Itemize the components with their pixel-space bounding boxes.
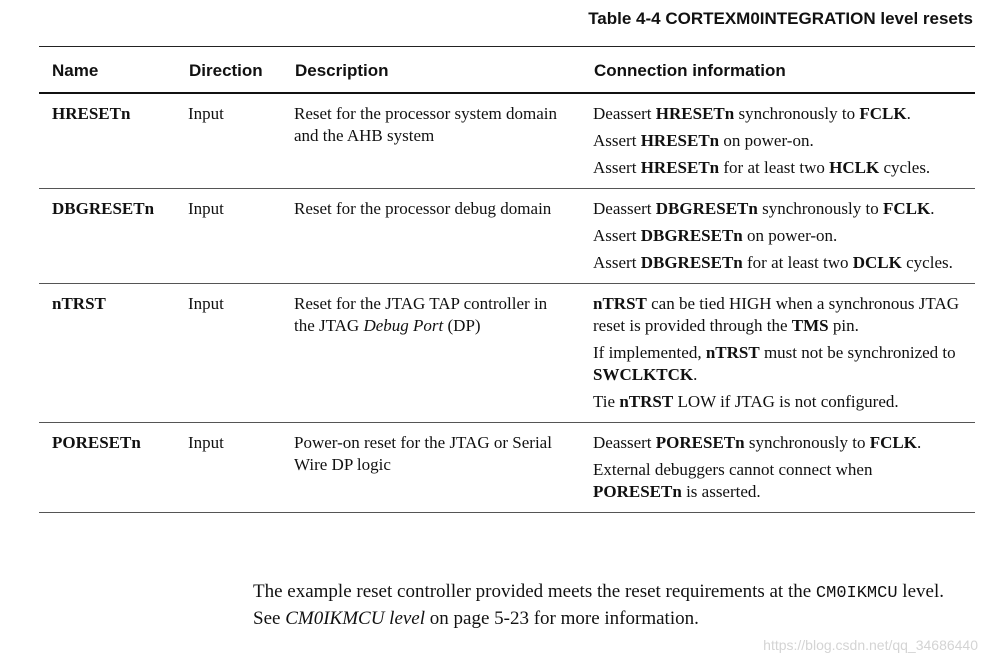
connection-text: External debuggers cannot connect when bbox=[593, 460, 873, 479]
signal-ref: DBGRESETn bbox=[640, 226, 743, 245]
footer-text: level. See bbox=[253, 581, 944, 629]
connection-text: Assert bbox=[593, 226, 641, 245]
connection-text: If implemented, bbox=[593, 343, 706, 362]
signal-ref: HRESETn bbox=[655, 104, 735, 123]
signal-direction: Input bbox=[188, 104, 224, 123]
connection-information bbox=[581, 189, 975, 284]
table-row bbox=[39, 93, 975, 189]
footer-text: The example reset controller provided meets the reset requirements at the bbox=[253, 581, 816, 602]
signal-ref: HRESETn bbox=[640, 158, 720, 177]
header-direction: Direction bbox=[189, 61, 263, 80]
connection-text: Deassert bbox=[593, 199, 656, 218]
connection-text: Assert bbox=[593, 131, 641, 150]
table-caption: Table 4-4 CORTEXM0INTEGRATION level resets bbox=[588, 9, 973, 28]
connection-line bbox=[593, 157, 965, 179]
signal-ref: DCLK bbox=[852, 253, 902, 272]
signal-ref: HCLK bbox=[829, 158, 880, 177]
signal-ref: DBGRESETn bbox=[640, 253, 743, 272]
header-connection-information: Connection information bbox=[594, 61, 786, 80]
connection-line bbox=[593, 293, 965, 337]
connection-text: cycles. bbox=[901, 253, 953, 272]
connection-line bbox=[593, 103, 965, 125]
signal-ref: FCLK bbox=[859, 104, 907, 123]
signal-ref: nTRST bbox=[705, 343, 760, 362]
signal-description: Reset for the processor system domain and the AHB system bbox=[294, 104, 557, 145]
table-body bbox=[39, 93, 975, 513]
connection-line bbox=[593, 459, 965, 503]
signal-ref: PORESETn bbox=[593, 482, 682, 501]
connection-text: synchronously to bbox=[734, 104, 860, 123]
signal-ref: SWCLKTCK bbox=[593, 365, 694, 384]
connection-line bbox=[593, 342, 965, 386]
connection-text: pin. bbox=[828, 316, 859, 335]
connection-line bbox=[593, 252, 965, 274]
connection-text: on power-on. bbox=[742, 226, 838, 245]
connection-text: Deassert bbox=[593, 433, 656, 452]
connection-text: for at least two bbox=[719, 158, 830, 177]
connection-text: cycles. bbox=[879, 158, 931, 177]
signal-ref: DBGRESETn bbox=[655, 199, 758, 218]
cross-reference: CM0IKMCU level bbox=[285, 608, 426, 629]
signal-ref: FCLK bbox=[869, 433, 917, 452]
resets-table bbox=[39, 46, 975, 513]
signal-ref: nTRST bbox=[593, 294, 647, 313]
description-text: Debug Port bbox=[363, 316, 444, 335]
connection-line bbox=[593, 198, 965, 220]
watermark: https://blog.csdn.net/qq_34686440 bbox=[763, 637, 978, 653]
table-row bbox=[39, 284, 975, 423]
connection-text: Tie bbox=[593, 392, 620, 411]
connection-text: Deassert bbox=[593, 104, 656, 123]
connection-text: synchronously to bbox=[744, 433, 870, 452]
table-header-row bbox=[39, 47, 975, 94]
connection-text: synchronously to bbox=[757, 199, 883, 218]
connection-information bbox=[581, 423, 975, 513]
signal-name: nTRST bbox=[52, 294, 106, 313]
signal-ref: FCLK bbox=[882, 199, 931, 218]
connection-text: for at least two bbox=[742, 253, 853, 272]
description-text: (DP) bbox=[443, 316, 481, 335]
signal-name: HRESETn bbox=[52, 104, 131, 123]
signal-ref: PORESETn bbox=[655, 433, 745, 452]
connection-text: must not be synchronized to bbox=[759, 343, 956, 362]
connection-text: can be tied HIGH when a synchronous JTAG reset is provided through the bbox=[593, 294, 959, 335]
footer-paragraph bbox=[253, 579, 973, 631]
signal-direction: Input bbox=[188, 433, 224, 452]
connection-line bbox=[593, 432, 965, 454]
signal-description bbox=[282, 284, 581, 423]
signal-name: PORESETn bbox=[52, 433, 141, 452]
signal-ref: nTRST bbox=[619, 392, 674, 411]
connection-text: . bbox=[693, 365, 698, 384]
signal-description: Power-on reset for the JTAG or Serial Wire DP logic bbox=[294, 433, 552, 474]
connection-text: on power-on. bbox=[719, 131, 814, 150]
connection-text: Assert bbox=[593, 253, 641, 272]
header-name: Name bbox=[52, 61, 99, 80]
connection-information bbox=[581, 284, 975, 423]
table-row bbox=[39, 423, 975, 513]
connection-text: . bbox=[906, 104, 911, 123]
footer-text: on page 5-23 for more information. bbox=[425, 608, 699, 629]
signal-description: Reset for the processor debug domain bbox=[294, 199, 552, 218]
connection-text: Assert bbox=[593, 158, 641, 177]
header-description: Description bbox=[295, 61, 389, 80]
connection-line bbox=[593, 130, 965, 152]
code-term: CM0IKMCU bbox=[815, 584, 898, 603]
connection-line bbox=[593, 225, 965, 247]
connection-text: . bbox=[916, 433, 922, 452]
description-text: Reset for the JTAG TAP controller in the JTAG bbox=[294, 294, 548, 335]
connection-information bbox=[581, 93, 975, 189]
connection-text: is asserted. bbox=[681, 482, 761, 501]
connection-text: . bbox=[930, 199, 935, 218]
connection-text: LOW if JTAG is not configured. bbox=[673, 392, 899, 411]
signal-direction: Input bbox=[188, 294, 224, 313]
signal-direction: Input bbox=[188, 199, 224, 218]
signal-ref: TMS bbox=[791, 316, 829, 335]
signal-name: DBGRESETn bbox=[52, 199, 155, 218]
connection-line bbox=[593, 391, 965, 413]
table-row bbox=[39, 189, 975, 284]
signal-ref: HRESETn bbox=[640, 131, 720, 150]
